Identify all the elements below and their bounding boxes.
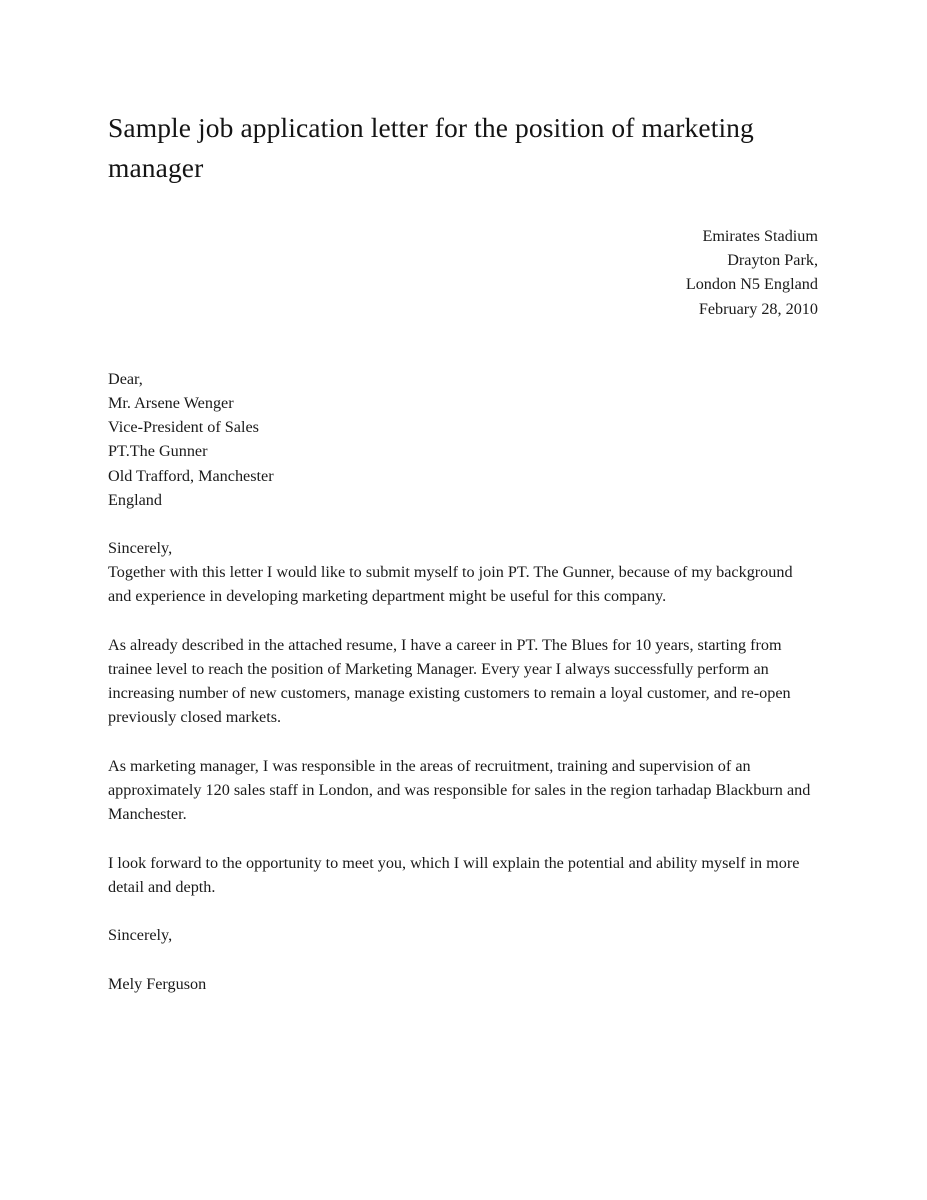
sender-address-line-1: Emirates Stadium [702, 227, 818, 245]
body-paragraph-4: I look forward to the opportunity to meet you, which I will explain the potential and ability myself in more detail and depth. [108, 853, 804, 896]
recipient-name: Mr. Arsene Wenger [108, 394, 234, 413]
recipient-address-block [108, 367, 818, 512]
letter-closing [108, 923, 818, 996]
sender-address-block [108, 224, 818, 321]
signature-name: Mely Ferguson [108, 974, 207, 993]
body-salutation: Sincerely, [108, 539, 173, 558]
recipient-job-title: Vice-President of Sales [108, 418, 259, 437]
sender-address-line-3: London N5 England [685, 275, 818, 294]
salutation-greeting: Dear, [108, 369, 143, 388]
body-paragraph-2: As already described in the attached resume, I have a career in PT. The Blues for 10 years, starting from trainee level to reach the position of Marketing Manager. Every year I always successfully perform an increasing number of new customers, manage existing customers to remain a loyal customer, and re-open previously closed markets. [108, 635, 795, 727]
recipient-company: PT.The Gunner [108, 442, 208, 461]
letter-content [108, 108, 818, 996]
sender-address-line-2: Drayton Park, [727, 251, 818, 270]
closing-valediction: Sincerely, [108, 926, 173, 945]
recipient-country: England [108, 490, 162, 509]
letter-date: February 28, 2010 [698, 299, 818, 318]
body-paragraph-1: Together with this letter I would like to submit myself to join PT. The Gunner, because of my background and experience in developing marketing department might be useful for this company. [108, 563, 797, 606]
body-paragraph-3: As marketing manager, I was responsible in the areas of recruitment, training and supervision of an approximately 120 sales staff in London, and was responsible for sales in the region tarhadap Blackburn and Manchester. [108, 756, 815, 824]
recipient-street-city: Old Trafford, Manchester [108, 466, 274, 485]
page-title: Sample job application letter for the position of marketing manager [108, 112, 768, 183]
letter-body [108, 536, 818, 899]
